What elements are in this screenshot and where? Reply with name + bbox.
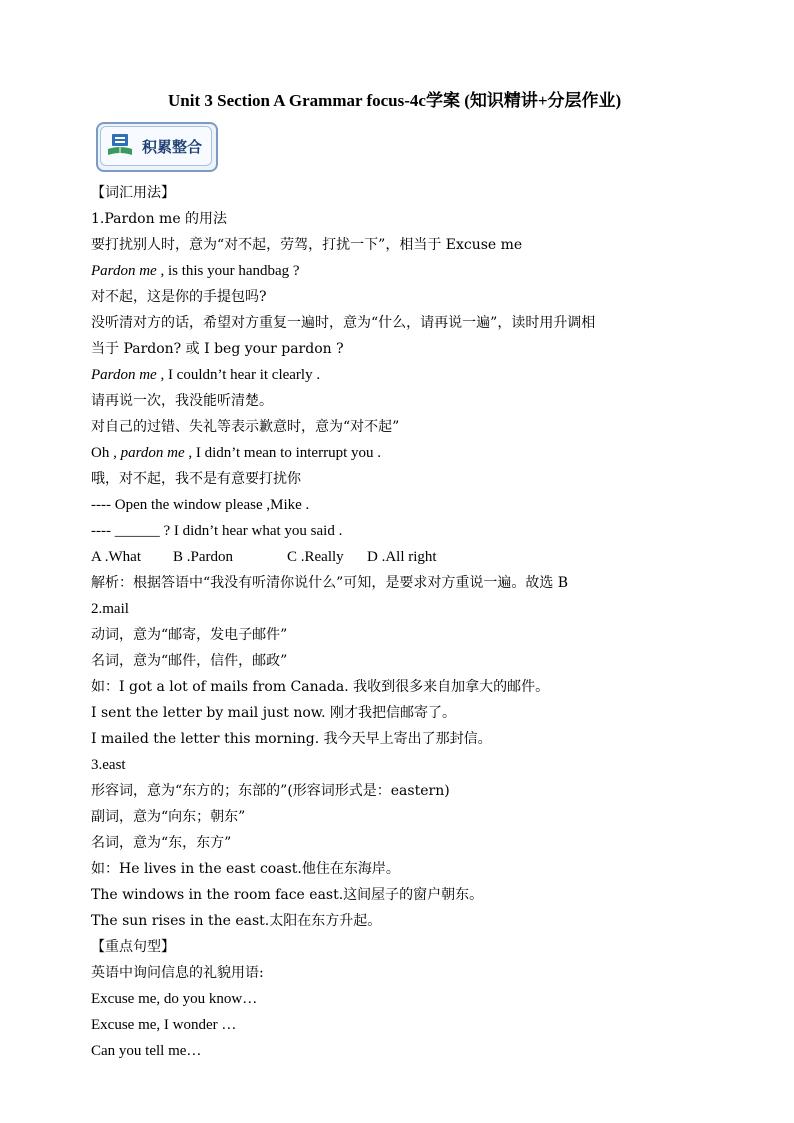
- sentence-rest: , is this your handbag ?: [156, 263, 300, 279]
- option-a: A .What: [91, 549, 141, 565]
- sentence-rest: , I couldn’t hear it clearly .: [156, 367, 321, 383]
- italic-phrase: pardon me: [120, 445, 185, 461]
- text-line: 形容词，意为“东方的；东部的”(形容词形式是：eastern): [91, 783, 450, 799]
- document-body: [91, 180, 731, 1064]
- book-lamp-icon: [106, 131, 134, 159]
- text-line: 名词，意为“东，东方”: [91, 835, 232, 851]
- item-heading-mail: 2.mail: [91, 601, 129, 617]
- translation-line: 对不起，这是你的手提包吗?: [91, 289, 267, 305]
- item-heading-east: 3.east: [91, 757, 126, 773]
- text-line: 英语中询问信息的礼貌用语:: [91, 965, 264, 981]
- option-c: C .Really: [287, 549, 344, 565]
- option-b: B .Pardon: [173, 549, 233, 565]
- italic-phrase: Pardon me: [91, 263, 157, 279]
- example-line: Can you tell me…: [91, 1043, 202, 1059]
- section-heading-key-sentences: 【重点句型】: [91, 939, 175, 955]
- italic-phrase: Pardon me: [91, 367, 157, 383]
- option-d: D .All right: [367, 549, 437, 565]
- example-sentence: [91, 440, 731, 466]
- translation-line: 请再说一次，我没能听清楚。: [91, 393, 273, 409]
- sentence-rest: , I didn’t mean to interrupt you .: [184, 445, 381, 461]
- document-title: Unit 3 Section A Grammar focus-4c学案 (知识精讲+分层作业): [168, 91, 622, 110]
- example-line: The windows in the room face east.这间屋子的窗户朝东。: [91, 887, 484, 903]
- text-line: 要打扰别人时，意为“对不起，劳驾，打扰一下”，相当于 Excuse me: [91, 237, 523, 253]
- example-line: 如：He lives in the east coast.他住在东海岸。: [91, 861, 400, 877]
- example-sentence: [91, 258, 731, 284]
- example-line: The sun rises in the east.太阳在东方升起。: [91, 913, 382, 929]
- example-line: Excuse me, I wonder …: [91, 1017, 237, 1033]
- text-line: 名词，意为“邮件，信件，邮政”: [91, 653, 288, 669]
- translation-line: 哦，对不起，我不是有意要打扰你: [91, 471, 301, 487]
- text-line: 当于 Pardon? 或 I beg your pardon ?: [91, 341, 344, 357]
- section-badge: [96, 122, 218, 172]
- section-heading-vocabulary: 【词汇用法】: [91, 185, 175, 201]
- example-line: 如：I got a lot of mails from Canada. 我收到很多来自加拿大的邮件。: [91, 679, 550, 695]
- text-line: 动词，意为“邮寄，发电子邮件”: [91, 627, 288, 643]
- text-line: 对自己的过错、失礼等表示歉意时，意为“对不起”: [91, 419, 400, 435]
- text-line: 副词，意为“向东；朝东”: [91, 809, 246, 825]
- example-line: Excuse me, do you know…: [91, 991, 258, 1007]
- dialogue-line: ---- Open the window please ,Mike .: [91, 497, 310, 513]
- dialogue-line: ---- ______ ? I didn’t hear what you said .: [91, 523, 343, 539]
- sentence-start: Oh ,: [91, 445, 121, 461]
- analysis-line: 解析：根据答语中“我没有听清你说什么”可知，是要求对方重说一遍。故选 B: [91, 575, 569, 591]
- example-sentence: [91, 362, 731, 388]
- answer-options: [91, 544, 731, 570]
- badge-label: 积累整合: [142, 138, 203, 156]
- text-line: 没听清对方的话，希望对方重复一遍时，意为“什么，请再说一遍”，读时用升调相: [91, 315, 596, 331]
- example-line: I sent the letter by mail just now. 刚才我把信邮寄了。: [91, 705, 456, 721]
- item-heading-pardon: 1.Pardon me 的用法: [91, 211, 228, 227]
- example-line: I mailed the letter this morning. 我今天早上寄出了那封信。: [91, 731, 492, 747]
